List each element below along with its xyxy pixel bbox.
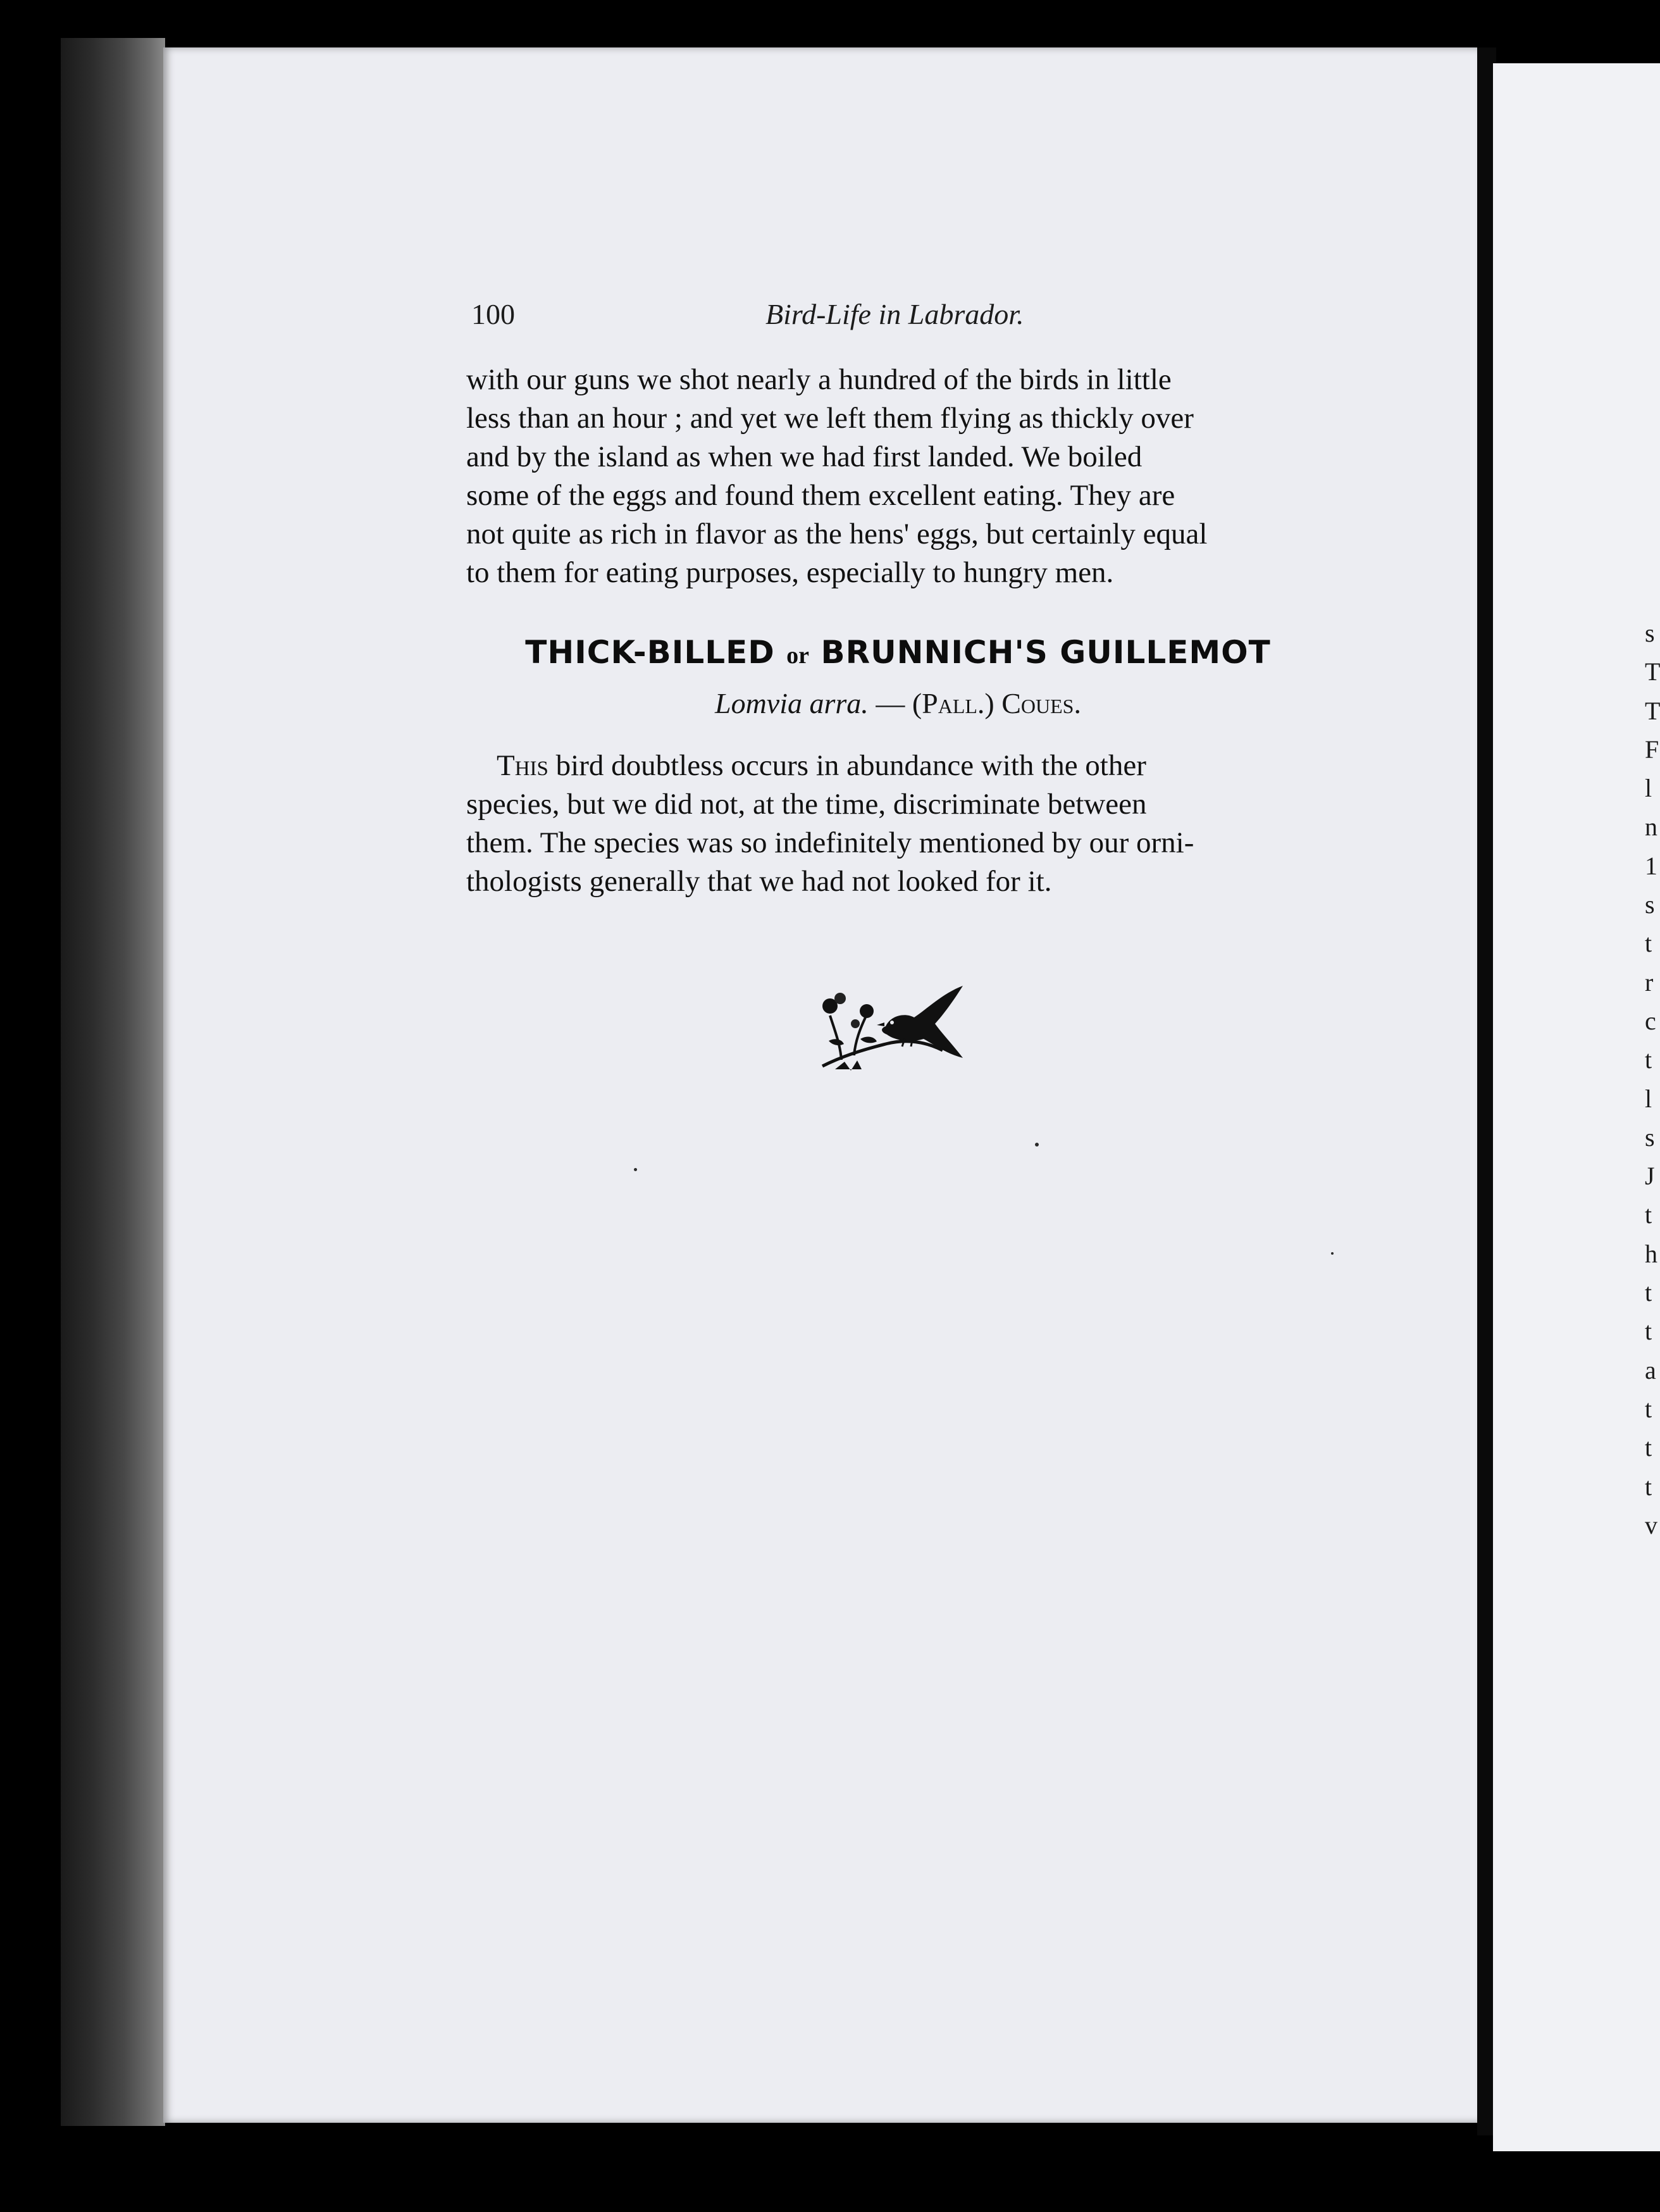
facing-page <box>1493 63 1660 2151</box>
scan-speck <box>1331 1252 1334 1255</box>
latin-binomial: Lomvia arra. <box>715 687 869 719</box>
text-line: less than an hour ; and yet we left them flying as thickly over <box>466 402 1194 435</box>
paragraph-lead-in: This <box>497 749 548 782</box>
text-line: some of the eggs and found them excellent eating. They are <box>466 479 1175 512</box>
bird-on-branch-icon <box>816 981 971 1076</box>
text-line: and by the island as when we had first landed. We boiled <box>466 440 1143 473</box>
page-number: 100 <box>471 298 515 330</box>
name-separator: — <box>868 687 912 719</box>
text-line <box>466 747 1330 785</box>
page-header <box>471 297 1104 342</box>
heading-alternate-name: BRUNNICH'S GUILLEMOT <box>821 634 1271 671</box>
taxonomic-authority: (Pall.) Coues. <box>912 687 1081 719</box>
scientific-name <box>466 687 1330 720</box>
text-line: with our guns we shot nearly a hundred of the birds in little <box>466 363 1172 396</box>
scan-speck <box>634 1168 637 1171</box>
scan-speck <box>1035 1143 1039 1146</box>
heading-conjunction: or <box>786 642 810 669</box>
text-line: not quite as rich in flavor as the hens' eggs, but certainly equal <box>466 518 1208 550</box>
species-paragraph <box>466 747 1330 901</box>
facing-page-text-fragment: s T T F l n 1 s t r c t l s J t h t t a t t t v <box>1645 619 1660 1539</box>
text-line: to them for eating purposes, especially to hungry men. <box>466 556 1114 589</box>
paragraph-continuation <box>466 361 1330 592</box>
running-title: Bird-Life in Labrador. <box>765 298 1024 330</box>
section-heading <box>466 634 1330 671</box>
text-fragment: bird doubtless occurs in abundance with the other <box>548 749 1146 782</box>
text-line: them. The species was so indefinitely mentioned by our orni- <box>466 826 1194 859</box>
heading-common-name: THICK-BILLED <box>525 634 775 671</box>
book-page <box>163 47 1479 2123</box>
text-line: species, but we did not, at the time, discriminate between <box>466 788 1147 821</box>
text-line: thologists generally that we had not looked for it. <box>466 865 1052 898</box>
book-spine <box>61 38 165 2126</box>
